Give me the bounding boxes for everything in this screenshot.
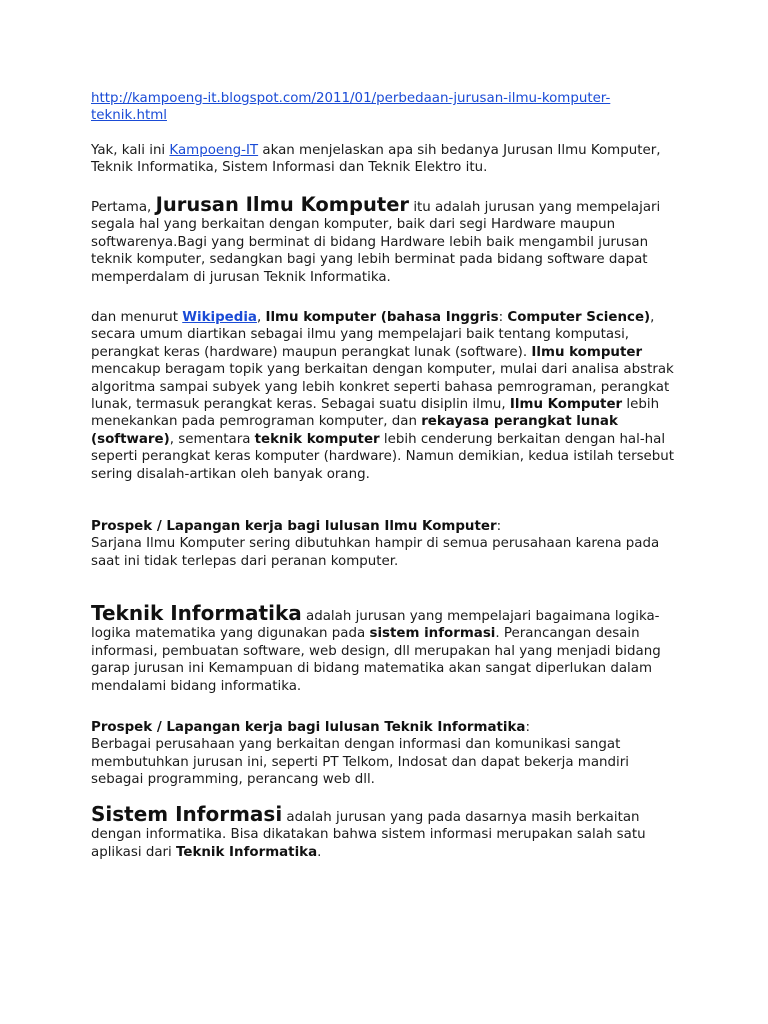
wikipedia-paragraph: [91, 309, 683, 483]
source-url-link[interactable]: [91, 91, 610, 123]
sistem-informasi-heading: Sistem Informasi: [91, 802, 283, 826]
si-text-1: adalah jurusan yang pada dasarnya masih berkaitan dengan informatika. Bisa dikatakan bahwa sistem informasi merupakan salah satu aplikasi dari: [91, 810, 646, 860]
intro-paragraph: [91, 142, 683, 177]
wiki-text-8: lebih cenderung berkaitan dengan hal-hal seperti perangkat keras komputer (hardware). Namun demikian, kedua istilah tersebut sering disalah-artikan oleh banyak orang.: [91, 431, 675, 482]
wiki-bold-5: rekayasa perangkat lunak (software): [91, 414, 618, 447]
wiki-bold-4: Ilmu Komputer: [509, 397, 623, 413]
ilmu-komputer-prefix: Pertama,: [91, 200, 156, 215]
ilmu-komputer-heading: Jurusan Ilmu Komputer: [155, 193, 410, 216]
ilmu-komputer-body: itu adalah jurusan yang mempelajari segala hal yang berkaitan dengan komputer, baik dari segi Hardware maupun softwarenya.Bagi yang berminat di bidang Hardware lebih baik mengambil jurusan teknik komputer, sedangkan bagi yang lebih berminat pada bidang software dapat memperdalam di jurusan Teknik Informatika.: [91, 200, 661, 285]
wiki-text-7: , sementara: [169, 431, 255, 447]
source-url-line2: teknik.html: [91, 108, 167, 124]
source-url-block: [91, 90, 683, 125]
wiki-text-2: ,: [256, 310, 266, 325]
ilmu-komputer-paragraph: [91, 193, 683, 286]
wiki-text-6: lebih menekankan pada pemrograman komputer, dan: [91, 397, 660, 430]
ti-text-2: . Perancangan desain informasi, pembuatan software, web design, dll merupakan hal yang menjadi bidang garap jurusan ini Kemampuan di bidang matematika akan sangat diperlukan dalam mendalami bidang informatika.: [91, 626, 661, 694]
teknik-informatika-heading: Teknik Informatika: [91, 601, 302, 625]
wiki-bold-2: Computer Science): [507, 310, 651, 325]
wiki-bold-1: Ilmu komputer (bahasa Inggris: [265, 310, 499, 325]
prospek-ti-heading: Prospek / Lapangan kerja bagi lulusan Teknik Informatika: [91, 720, 526, 735]
wiki-text-5: mencakup beragam topik yang berkaitan dengan komputer, mulai dari analisa abstrak algoritma sampai subyek yang lebih konkret seperti bahasa pemrograman, perangkat lunak, termasuk perangkat keras. Sebagai suatu disiplin ilmu,: [91, 362, 674, 413]
wiki-text-1: dan menurut: [91, 310, 183, 325]
si-text-2: .: [317, 844, 322, 860]
wiki-text-4: , secara umum diartikan sebagai ilmu yang mempelajari baik tentang komputasi, perangkat keras (hardware) maupun perangkat lunak (software).: [91, 310, 655, 360]
prospek-teknik-informatika: [91, 719, 683, 789]
wikipedia-link[interactable]: Wikipedia: [182, 310, 257, 325]
ti-text-1: adalah jurusan yang mempelajari bagaimana logika-logika matematika yang digunakan pada: [91, 609, 660, 642]
wiki-bold-3: Ilmu komputer: [531, 344, 643, 360]
prospek-ti-body: Berbagai perusahaan yang berkaitan dengan informasi dan komunikasi sangat membutuhkan jurusan ini, seperti PT Telkom, Indosat dan dapat bekerja mandiri sebagai programming, perancang web dll.: [91, 737, 629, 788]
teknik-informatika-paragraph: [91, 601, 683, 695]
prospek-ti-colon: :: [525, 720, 530, 735]
wiki-bold-6: teknik komputer: [254, 431, 380, 447]
intro-suffix: akan menjelaskan apa sih bedanya Jurusan Ilmu Komputer, Teknik Informatika, Sistem Informasi dan Teknik Elektro itu.: [91, 143, 661, 176]
kampoeng-it-link[interactable]: Kampoeng-IT: [169, 143, 259, 158]
intro-prefix: Yak, kali ini: [91, 143, 170, 158]
source-url-line1: http://kampoeng-it.blogspot.com/2011/01/perbedaan-jurusan-ilmu-komputer-: [91, 91, 611, 106]
prospek-ilmu-komputer: [91, 518, 683, 570]
sistem-informasi-paragraph: [91, 802, 683, 861]
prospek-ik-colon: :: [496, 519, 502, 534]
prospek-ik-heading: Prospek / Lapangan kerja bagi lulusan Ilmu Komputer: [91, 519, 497, 534]
ti-bold-1: sistem informasi: [369, 626, 496, 642]
si-bold-1: Teknik Informatika: [176, 844, 318, 860]
wiki-text-3: :: [498, 310, 508, 325]
prospek-ik-body: Sarjana Ilmu Komputer sering dibutuhkan hampir di semua perusahaan karena pada saat ini tidak terlepas dari peranan komputer.: [91, 536, 660, 569]
